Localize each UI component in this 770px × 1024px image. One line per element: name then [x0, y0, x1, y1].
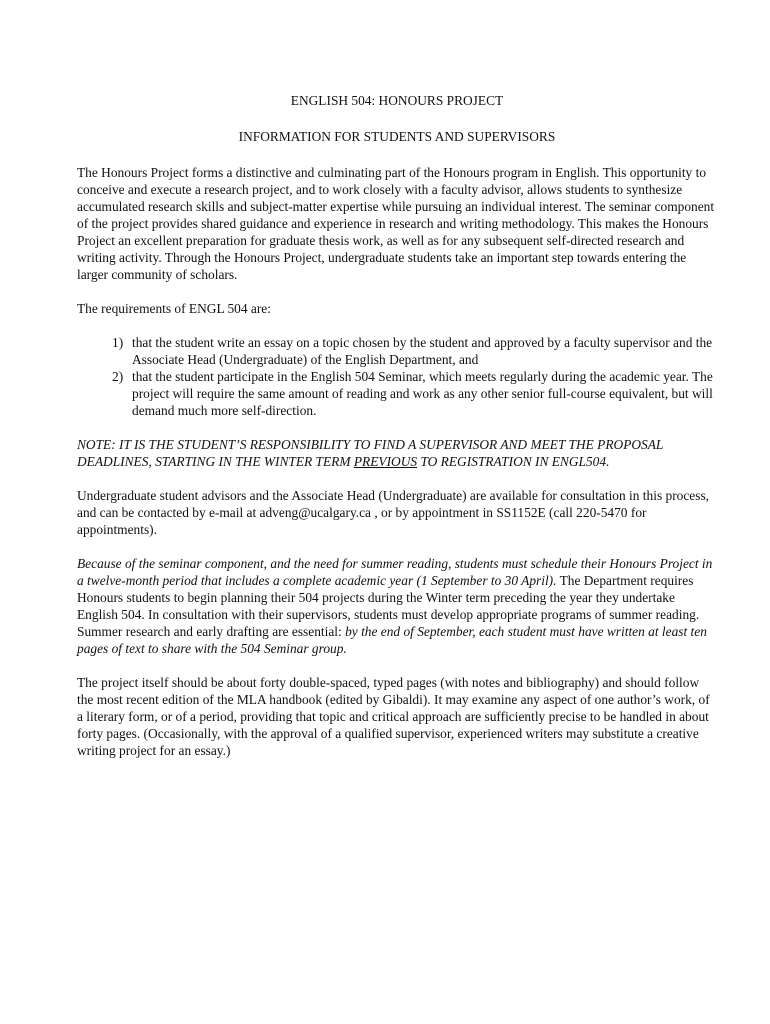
document-page: [77, 92, 717, 776]
schedule-italic-start: Because of the seminar component, and the need for summer reading, students must schedule their Honours Project in a twelve-month period that includes a complete academic year (1 September to 30 April).: [77, 556, 713, 588]
schedule-paragraph: [77, 555, 717, 657]
intro-paragraph: The Honours Project forms a distinctive and culminating part of the Honours program in English. This opportunity to conceive and execute a research project, and to work closely with a faculty advisor, allows students to synthesize accumulated research skills and subject-matter expertise while pursuing an individual interest. The seminar component of the project provides shared guidance and experience in research and writing methodology. This makes the Honours Project an excellent preparation for graduate thesis work, as well as for any subsequent self-directed research and writing activity. Through the Honours Project, undergraduate students take an important step towards entering the larger community of scholars.: [77, 165, 715, 282]
requirements-intro: The requirements of ENGL 504 are:: [77, 301, 271, 316]
note-emphasis: PREVIOUS: [353, 454, 418, 469]
schedule-regular: The Department requires Honours students to begin planning their 504 projects during the Winter term preceding the year they undertake English 504. In consultation with their supervisors, students must develop appropriate programs of summer reading. Summer research and early drafting are essential:: [77, 573, 700, 639]
note-paragraph: [77, 436, 717, 470]
note-text: NOTE: IT IS THE STUDENT’S RESPONSIBILITY TO FIND A SUPERVISOR AND MEET THE PROPOSAL DEADLINES, STARTING IN THE WINTER TERM: [77, 437, 664, 469]
note-text-end: TO REGISTRATION IN ENGL504.: [417, 454, 610, 469]
list-item-number: 2): [112, 369, 124, 384]
document-title: ENGLISH 504: HONOURS PROJECT: [290, 93, 504, 108]
document-subtitle: INFORMATION FOR STUDENTS AND SUPERVISORS: [238, 129, 556, 144]
list-item: [77, 368, 717, 419]
list-item-number: 1): [112, 335, 124, 350]
project-paragraph: The project itself should be about forty double-spaced, typed pages (with notes and bibliography) and should follow the most recent edition of the MLA handbook (edited by Gibaldi). It may examine any aspect of one author’s work, of a literary form, or of a period, providing that topic and critical approach are sufficiently precise to be handled in about forty pages. (Occasionally, with the approval of a qualified supervisor, experienced writers may substitute a creative writing project for an essay.): [77, 675, 710, 758]
schedule-italic-end: by the end of September, each student must have written at least ten pages of text to share with the 504 Seminar group.: [77, 624, 707, 656]
list-item-text: that the student write an essay on a topic chosen by the student and approved by a faculty supervisor and the Associate Head (Undergraduate) of the English Department, and: [132, 335, 713, 367]
list-item-text: that the student participate in the English 504 Seminar, which meets regularly during the academic year. The project will require the same amount of reading and work as any other senior full-course equivalent, but will demand much more self-direction.: [132, 369, 713, 418]
list-item: [77, 334, 717, 368]
advisors-paragraph: Undergraduate student advisors and the Associate Head (Undergraduate) are available for consultation in this process, and can be contacted by e-mail at adveng@ucalgary.ca , or by appointment in SS1152E (call 220-5470 for appointments).: [77, 488, 710, 537]
requirements-list: [77, 334, 717, 419]
